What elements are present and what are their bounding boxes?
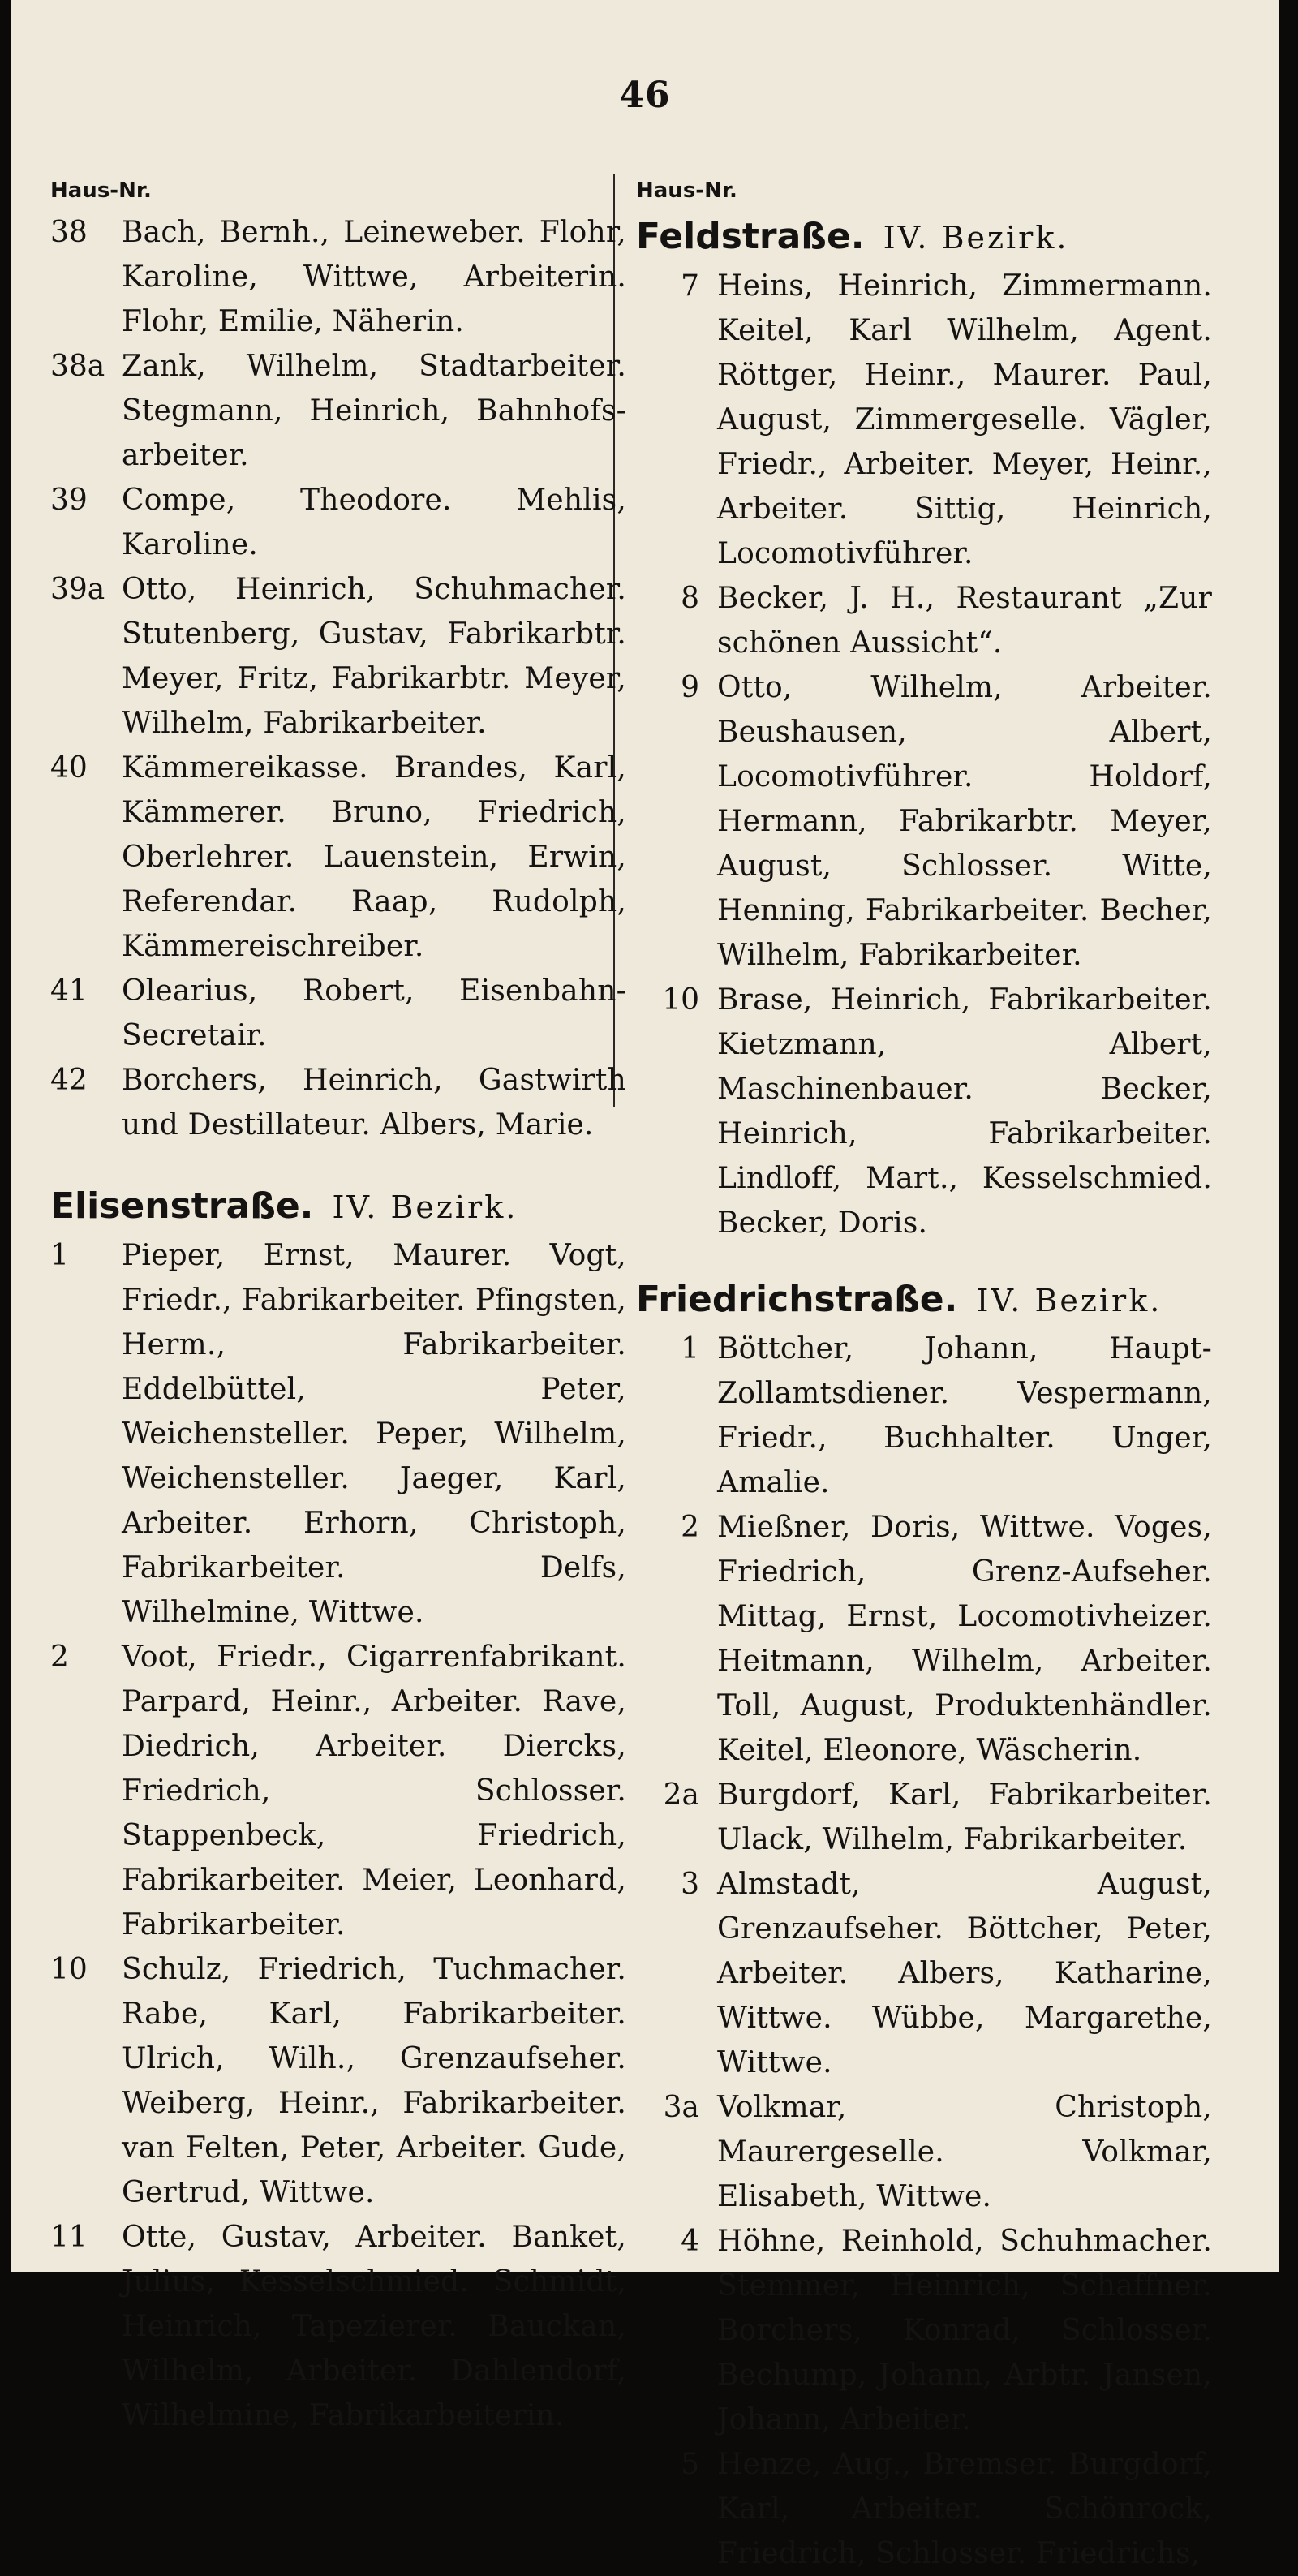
district-label: IV. Bezirk. [332, 1189, 518, 1225]
house-number: 2 [681, 1511, 699, 1544]
list-item [50, 2215, 626, 2438]
resident-text: Heins, Heinrich, Zimmermann. Keitel, Karl Wilhelm, Agent. Röttger, Heinr., Maurer. Paul, August, Zimmergeselle. Vägler, Friedr., Arbeiter. Meyer, Heinr., Arbeiter. Sittig, Heinrich, Locomotivführer. [717, 269, 1212, 570]
list-item [636, 2442, 1212, 2576]
resident-text: Otte, Gustav, Arbeiter. Banket, Julius, Kesselschmied. Schmidt, Heinrich, Tapezierer. Bauckan, Wilhelm, Arbeiter. Dahlendorf, Wilhelmine, Fabrikarbeiterin. [122, 2221, 626, 2432]
resident-text: Otto, Wilhelm, Arbeiter. Beushausen, Albert, Locomotivführer. Holdorf, Hermann, Fabrikarbtr. Meyer, August, Schlosser. Witte, Henning, Fabrikarbeiter. Becher, Wilhelm, Fabrikarbeiter. [717, 671, 1212, 972]
right-column [636, 174, 1212, 2576]
list-item [50, 1947, 626, 2215]
resident-text: Henze, Aug., Bremser. Burgdorf, Karl, Arbeiter. Schönrock, Friedrich, Schlosser. Friedrichs, [717, 2448, 1212, 2570]
list-item [50, 1058, 626, 1147]
list-item [636, 1862, 1212, 2085]
resident-text: Burgdorf, Karl, Fabrikarbeiter. Ulack, Wilhelm, Fabrikarbeiter. [717, 1778, 1212, 1856]
house-number-header: Haus-Nr. [50, 178, 152, 203]
street-section-friedrichstrasse [636, 1273, 1212, 2576]
list-item [636, 978, 1212, 1245]
street-name: Feldstraße. [636, 216, 865, 257]
resident-text: Volkmar, Christoph, Maurergeselle. Volkmar, Elisabeth, Wittwe. [717, 2091, 1212, 2213]
house-number: 8 [681, 582, 699, 615]
house-number: 2 [50, 1641, 69, 1674]
list-item [50, 746, 626, 969]
resident-text: Borchers, Heinrich, Gastwirth und Destillateur. Albers, Marie. [122, 1064, 626, 1142]
list-item [636, 1327, 1212, 1505]
list-item [636, 264, 1212, 576]
street-section-elisenstrasse [50, 1180, 626, 2438]
house-number: 39a [50, 573, 105, 606]
district-label: IV. Bezirk. [883, 220, 1069, 256]
list-item [50, 1635, 626, 1947]
house-number-header: Haus-Nr. [636, 178, 737, 203]
house-number: 42 [50, 1064, 88, 1097]
resident-text: Zank, Wilhelm, Stadtarbeiter. Stegmann, Heinrich, Bahnhofs-arbeiter. [122, 350, 626, 472]
house-number: 40 [50, 751, 88, 785]
street-name: Friedrichstraße. [636, 1279, 958, 1320]
resident-text: Höhne, Reinhold, Schuhmacher. Stemmer, Heinrich, Schaffner. Borchers, Konrad, Schlosser. Bechump, Johann, Arbtr. Jansen, Johann, Arbeiter. [717, 2225, 1212, 2436]
house-number: 4 [681, 2225, 699, 2258]
resident-text: Compe, Theodore. Mehlis, Karoline. [122, 484, 626, 561]
list-item [50, 210, 626, 344]
resident-text: Voot, Friedr., Cigarrenfabrikant. Parpard, Heinr., Arbeiter. Rave, Diedrich, Arbeiter. Diercks, Friedrich, Schlosser. Stappenbeck, Friedrich, Fabrikarbeiter. Meier, Leonhard, Fabrikarbeiter. [122, 1641, 626, 1942]
street-section-feldstrasse [636, 210, 1212, 1245]
resident-text: Becker, J. H., Restaurant „Zur schönen Aussicht“. [717, 582, 1212, 660]
house-number: 38a [50, 350, 105, 383]
resident-text: Mießner, Doris, Wittwe. Voges, Friedrich, Grenz-Aufseher. Mittag, Ernst, Locomotivheizer. Heitmann, Wilhelm, Arbeiter. Toll, August, Produktenhändler. Keitel, Eleonore, Wäscherin. [717, 1511, 1212, 1767]
list-item [50, 969, 626, 1058]
house-number: 41 [50, 974, 88, 1008]
district-label: IV. Bezirk. [976, 1283, 1163, 1318]
house-number: 9 [681, 671, 699, 704]
section-header [636, 1273, 1212, 1327]
house-number: 5 [681, 2448, 699, 2481]
house-number: 2a [663, 1778, 699, 1812]
continued-street-entries [50, 210, 626, 1147]
resident-text: Almstadt, August, Grenzaufseher. Böttcher, Peter, Arbeiter. Albers, Katharine, Wittwe. Wübbe, Margarethe, Wittwe. [717, 1868, 1212, 2079]
house-number: 3 [681, 1868, 699, 1901]
house-number: 10 [50, 1953, 88, 1986]
resident-text: Schulz, Friedrich, Tuchmacher. Rabe, Karl, Fabrikarbeiter. Ulrich, Wilh., Grenzaufseher. Weiberg, Heinr., Fabrikarbeiter. van Felten, Peter, Arbeiter. Gude, Gertrud, Wittwe. [122, 1953, 626, 2209]
house-number: 3a [663, 2091, 699, 2124]
list-item [50, 478, 626, 567]
resident-text: Kämmereikasse. Brandes, Karl, Kämmerer. Bruno, Friedrich, Oberlehrer. Lauenstein, Erwin, Referendar. Raap, Rudolph, Kämmereischreiber. [122, 751, 626, 963]
page [11, 0, 1279, 2570]
resident-text: Pieper, Ernst, Maurer. Vogt, Friedr., Fabrikarbeiter. Pfingsten, Herm., Fabrikarbeiter. Eddelbüttel, Peter, Weichensteller. Peper, Wilhelm, Weichensteller. Jaeger, Karl, Arbeiter. Erhorn, Christoph, Fabrikarbeiter. Delfs, Wilhelmine, Wittwe. [122, 1239, 626, 1629]
list-item [636, 665, 1212, 978]
house-number: 1 [50, 1239, 69, 1272]
section-header [50, 1180, 626, 1233]
list-item [636, 1773, 1212, 1862]
house-number: 38 [50, 216, 88, 249]
resident-text: Brase, Heinrich, Fabrikarbeiter. Kietzmann, Albert, Maschinenbauer. Becker, Heinrich, Fabrikarbeiter. Lindloff, Mart., Kesselschmied. Becker, Doris. [717, 983, 1212, 1240]
resident-text: Bach, Bernh., Leineweber. Flohr, Karoline, Wittwe, Arbeiterin. Flohr, Emilie, Näherin. [122, 216, 626, 338]
list-item [50, 567, 626, 746]
house-number: 10 [662, 983, 699, 1017]
resident-text: Olearius, Robert, Eisenbahn-Secretair. [122, 974, 626, 1052]
house-number: 39 [50, 484, 88, 517]
house-number: 7 [681, 269, 699, 303]
list-item [636, 2219, 1212, 2442]
list-item [50, 344, 626, 478]
page-number: 46 [619, 75, 671, 116]
section-header [636, 210, 1212, 264]
resident-text: Böttcher, Johann, Haupt-Zollamtsdiener. Vespermann, Friedr., Buchhalter. Unger, Amalie. [717, 1332, 1212, 1499]
left-column [50, 174, 626, 2438]
resident-text: Otto, Heinrich, Schuhmacher. Stutenberg, Gustav, Fabrikarbtr. Meyer, Fritz, Fabrikarbtr. Meyer, Wilhelm, Fabrikarbeiter. [122, 573, 626, 740]
house-number: 1 [681, 1332, 699, 1365]
street-name: Elisenstraße. [50, 1185, 314, 1227]
list-item [636, 576, 1212, 665]
house-number: 11 [50, 2221, 88, 2254]
list-item [50, 1233, 626, 1635]
list-item [636, 2085, 1212, 2219]
list-item [636, 1505, 1212, 1773]
